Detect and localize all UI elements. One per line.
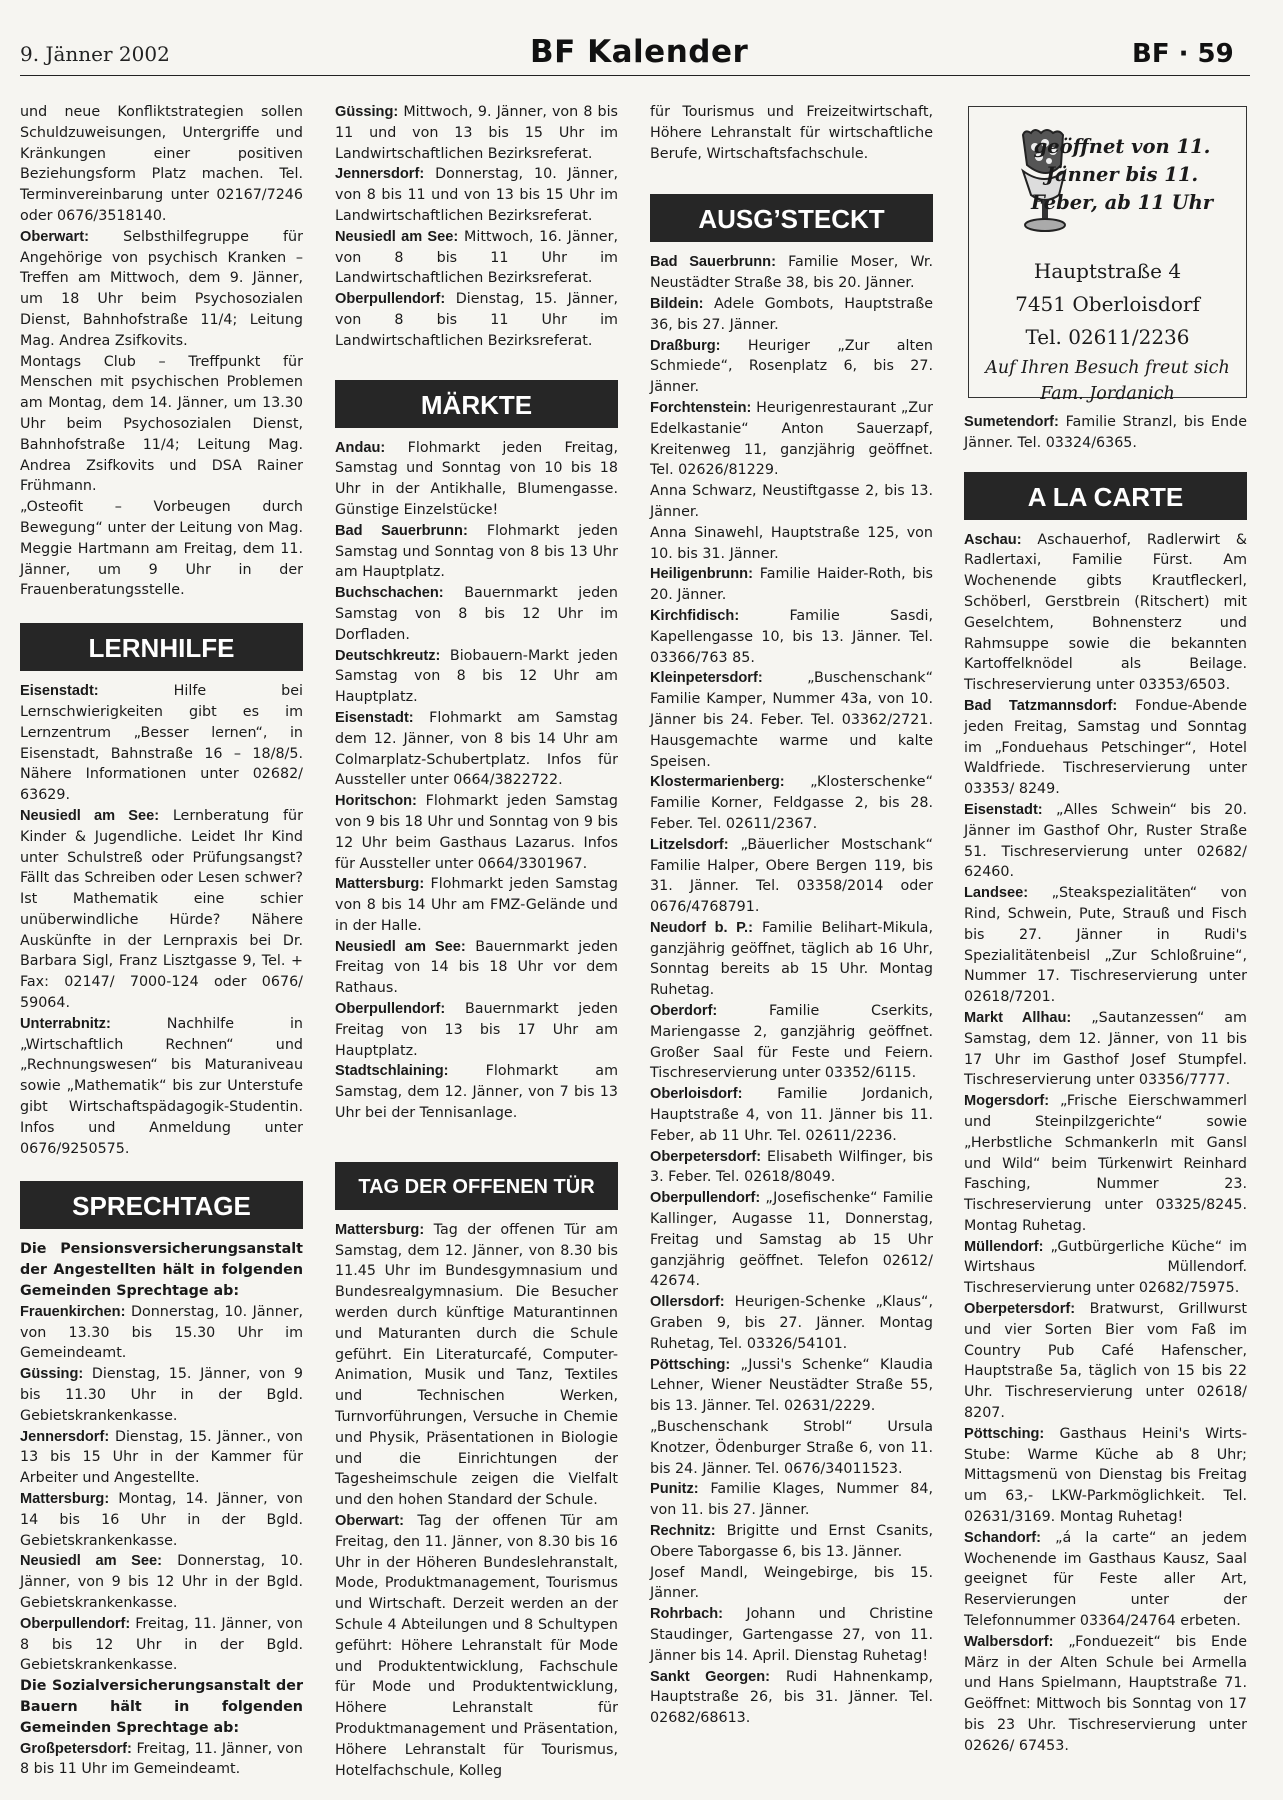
listing-entry: Mattersburg: Flohmarkt jeden Samstag von 8 bis 14 Uhr am FMZ-Gelände und in der Halle. xyxy=(335,876,618,934)
section-title-sprechtage: SPRECHTAGE xyxy=(20,1181,303,1229)
listing-place: Punitz: xyxy=(650,1481,699,1498)
listing-entry: Aschau: Aschauerhof, Radlerwirt & Radlertaxi, Familie Fürst. Am Wochenende gibts Krautfleckerl, Schöberl, Gerstbrein (Ritschert) mit Geselchtem, Bohnensterz und Rahmsuppe sowie die bekannten Kartoffelknödel als Beilage. Tischreservierung unter 03353/6503. xyxy=(964,531,1247,694)
listing-place: Oberpullendorf: xyxy=(650,1190,761,1207)
listing-place: Bad Sauerbrunn: xyxy=(650,254,776,271)
listing-entry: Ollersdorf: Heurigen-Schenke „Klaus“, Graben 9, bis 27. Jänner. Montag Ruhetag, Tel. 03326/54101. xyxy=(650,1294,933,1352)
listing-entry: Kirchfidisch: Familie Sasdi, Kapellengasse 10, bis 13. Jänner. Tel. 03366/763 85. xyxy=(650,607,933,666)
listing-place: Mattersburg: xyxy=(20,1491,110,1508)
listing-entry: Neusiedl am See: Mittwoch, 16. Jänner, von 8 bis 11 Uhr im Landwirtschaftlichen Bezirksreferat. xyxy=(335,228,618,287)
listing-place: Stadtschlaining: xyxy=(335,1063,449,1080)
listing-entry: Müllendorf: „Gutbürgerliche Küche“ im Wirtshaus Müllendorf. Tischreservierung unter 02682/75975. xyxy=(964,1238,1247,1297)
listing-entry: Mattersburg: Montag, 14. Jänner, von 14 bis 16 Uhr in der Bgld. Gebietskrankenkasse. xyxy=(20,1491,303,1549)
listing-place: Litzelsdorf: xyxy=(650,836,729,853)
listing-entry: Rohrbach: Johann und Christine Staudinger, Gartengasse 27, von 11. Jänner bis 14. April. Dienstag Ruhetag! xyxy=(650,1606,933,1664)
listing-entry: Bad Tatzmannsdorf: Fondue-Abende jeden Freitag, Samstag und Sonntag im „Fonduehaus Petschinger“, Hotel Waldfriede. Tischreservierung unter 03353/ 8249. xyxy=(964,697,1247,798)
listing-entry: Neudorf b. P.: Familie Belihart-Mikula, ganzjährig geöffnet, täglich ab 16 Uhr, Sonntag bereits ab 15 Uhr. Montag Ruhetag. xyxy=(650,919,933,999)
listing-place: Neusiedl am See: xyxy=(335,938,466,955)
listing-place: Bildein: xyxy=(650,295,704,312)
listing-entry: Bildein: Adele Gombots, Hauptstraße 36, bis 27. Jänner. xyxy=(650,295,933,333)
listing-entry: Jennersdorf: Dienstag, 15. Jänner., von 13 bis 15 Uhr in der Kammer für Arbeiter und Angestellte. xyxy=(20,1428,303,1487)
listing-entry: Eisenstadt: „Alles Schwein“ bis 20. Jänner im Gasthof Ohr, Ruster Straße 51. Tischreservierung unter 02682/ 62460. xyxy=(964,801,1247,881)
listing-entry: Jennersdorf: Donnerstag, 10. Jänner, von 8 bis 11 und von 13 bis 15 Uhr im Landwirtschaftlichen Bezirksreferat. xyxy=(335,166,618,224)
listing-place: Oberloisdorf: xyxy=(650,1086,743,1103)
listing-entry: Oberloisdorf: Familie Jordanich, Hauptstraße 4, von 11. Jänner bis 11. Feber, ab 11 Uhr. Tel. 02611/2236. xyxy=(650,1086,933,1144)
listing-place: Mattersburg: xyxy=(335,876,425,893)
listing-place: Heiligenbrunn: xyxy=(650,566,753,583)
listing-entry: Oberpullendorf: „Josefischenke“ Familie Kallinger, Augasse 11, Donnerstag, Freitag und Samstag ab 15 Uhr ganzjährig geöffnet. Telefon 02612/ 42674. xyxy=(650,1190,933,1290)
listing-entry: Oberpetersdorf: Elisabeth Wilfinger, bis 3. Feber. Tel. 02618/8049. xyxy=(650,1148,933,1186)
listing-place: Ollersdorf: xyxy=(650,1294,725,1311)
listing-place: Eisenstadt: xyxy=(964,801,1043,818)
listing-place: Frauenkirchen: xyxy=(20,1303,126,1320)
listing-entry: Deutschkreutz: Biobauern-Markt jeden Samstag von 8 bis 12 Uhr am Hauptplatz. xyxy=(335,647,618,706)
listing-place: Oberpullendorf: xyxy=(20,1615,131,1632)
section-title-ausgsteckt: AUSG’STECKT xyxy=(650,194,933,242)
listing-place: Jennersdorf: xyxy=(20,1428,110,1445)
listing-entry: Heiligenbrunn: Familie Haider-Roth, bis 20. Jänner. xyxy=(650,566,933,604)
listing-place: Kirchfidisch: xyxy=(650,607,740,624)
listing-entry: Pöttsching: Gasthaus Heini's Wirts-Stube: Warme Küche ab 8 Uhr; Mittagsmenü von Dienstag bis Freitag um 63,- LKW-Parkmöglichkeit. Tel. 02631/3169. Montag Ruhetag! xyxy=(964,1425,1247,1526)
column-1 xyxy=(20,102,303,1780)
column-2 xyxy=(335,102,618,1781)
section-title-lernhilfe: LERNHILFE xyxy=(20,623,303,671)
listing-entry: Schandorf: „á la carte“ an jedem Wochenende im Gasthaus Kausz, Saal geeignet für Feste aller Art, Reservierungen unter der Telefonnummer 03364/24764 erbeten. xyxy=(964,1529,1247,1630)
listing-entry: Bad Sauerbrunn: Familie Moser, Wr. Neustädter Straße 38, bis 20. Jänner. xyxy=(650,254,933,292)
listing-entry: Mattersburg: Tag der offenen Tür am Samstag, dem 12. Jänner, von 8.30 bis 11.45 Uhr im Bundesgymnasium und Bundesrealgymnasium. Die Besucher werden durch künftige Maturantinnen und Maturanten durch die Schule geführt. Ein Literaturcafé, Computer-Animation, Musik und Tanz, Textiles und Technischen Werken, Turnvorführungen, Versuche in Chemie und Physik, Präsentationen in Biologie und die Einrichtungen der Tagesheimschule zeigen die Vielfalt und den hohen Standard der Schule. xyxy=(335,1221,618,1509)
listing-place: Pöttsching: xyxy=(964,1425,1045,1442)
listing-entry: Güssing: Dienstag, 15. Jänner, von 9 bis 11.30 Uhr in der Bgld. Gebietskrankenkasse. xyxy=(20,1366,303,1424)
listing-place: Buchschachen: xyxy=(335,585,444,602)
listing-entry: Oberwart: Tag der offenen Tür am Freitag, den 11. Jänner, von 8.30 bis 16 Uhr in der Höheren Bundeslehranstalt, Mode, Produktmanagement, Tourismus und Wirtschaft. Derzeit werden an der Schule 4 Abteilungen und 8 Schultypen geführt: Höhere Lehranstalt für Mode und Produktentwicklung, Fachschule für Mode und Produktentwicklung, Höhere Lehranstalt für Produktmanagement und Präsentation, Höhere Lehranstalt für Tourismus, Hotelfachschule, Kolleg xyxy=(335,1513,618,1779)
ad-phone: Tel. 02611/2236 xyxy=(1025,325,1190,349)
listing-place: Sankt Georgen: xyxy=(650,1668,770,1685)
listing-entry: Oberwart: Selbsthilfegruppe für Angehörige von psychisch Kranken – Treffen am Mittwoch, dem 9. Jänner, um 18 Uhr beim Psychosozialen Dienst, Bahnhofstraße 11/4; Leitung Mag. Andrea Zsifkovits. xyxy=(20,228,303,349)
advertisement-box xyxy=(968,106,1247,404)
listing-entry: Buchschachen: Bauernmarkt jeden Samstag von 8 bis 12 Uhr im Dorfladen. xyxy=(335,585,618,643)
listing-place: Güssing: xyxy=(335,104,399,120)
listing-place: Oberpullendorf: xyxy=(335,1001,446,1018)
listing-entry: „Buschenschank Strobl“ Ursula Knotzer, Ödenburger Straße 6, von 11. bis 24. Jänner. Tel. 0676/34011523. xyxy=(650,1419,933,1477)
listing-entry: Neusiedl am See: Donnerstag, 10. Jänner, von 9 bis 12 Uhr in der Bgld. Gebietskrankenkasse. xyxy=(20,1553,303,1611)
listing-place: Sumetendorf: xyxy=(964,414,1059,430)
column-4 xyxy=(964,102,1247,1757)
listing-place: Eisenstadt: xyxy=(20,683,99,700)
listing-entry: Litzelsdorf: „Bäuerlicher Mostschank“ Familie Halper, Obere Bergen 119, bis 31. Jänner. Tel. 03358/2014 oder 0676/4768791. xyxy=(650,836,933,916)
listing-place: Oberwart: xyxy=(335,1513,404,1530)
listing-place: Mogersdorf: xyxy=(964,1093,1050,1110)
listing-entry: Großpetersdorf: Freitag, 11. Jänner, von 8 bis 11 Uhr im Gemeindeamt. xyxy=(20,1740,303,1778)
listing-place: Neusiedl am See: xyxy=(20,807,160,824)
listing-place: Draßburg: xyxy=(650,337,721,354)
header-divider xyxy=(20,75,1250,76)
listing-entry: Josef Mandl, Weingebirge, bis 15. Jänner. xyxy=(650,1564,933,1602)
listing-entry: Oberdorf: Familie Cserkits, Mariengasse 2, ganzjährig geöffnet. Großer Saal für Feste und Feiern. Tischreservierung unter 03352/6115. xyxy=(650,1003,933,1082)
listing-place: Bad Sauerbrunn: xyxy=(335,522,468,539)
listing-place: Neusiedl am See: xyxy=(20,1553,163,1570)
listing-place: Eisenstadt: xyxy=(335,709,414,726)
listing-place: Neudorf b. P.: xyxy=(650,919,753,936)
listing-entry: Unterrabnitz: Nachhilfe in „Wirtschaftlich Rechnen“ und „Rechnungswesen“ bis Maturaniveau sowie „Mathematik“ bis zur Unterstufe gibt Wirtschaftspädagogik-Studentin. Infos und Anmeldung unter 0676/9250575. xyxy=(20,1015,303,1157)
listing-place: Landsee: xyxy=(964,885,1029,902)
page-title: BF Kalender xyxy=(530,34,749,70)
listing-entry: Neusiedl am See: Bauernmarkt jeden Freitag von 14 bis 18 Uhr vor dem Rathaus. xyxy=(335,938,618,997)
listing-entry: Oberpullendorf: Dienstag, 15. Jänner, von 8 bis 11 Uhr im Landwirtschaftlichen Bezirksreferat. xyxy=(335,291,618,349)
listing-place: Oberpetersdorf: xyxy=(964,1301,1076,1318)
listing-entry: Oberpetersdorf: Bratwurst, Grillwurst und vier Sorten Bier vom Faß im Country Pub Café Hafenscher, Hauptstraße 5a, täglich von 15 bis 22 Uhr. Tischreservierung unter 02618/ 8207. xyxy=(964,1301,1247,1422)
listing-entry: Punitz: Familie Klages, Nummer 84, von 11. bis 27. Jänner. xyxy=(650,1481,933,1519)
listing-entry: Anna Schwarz, Neustiftgasse 2, bis 13. Jänner. xyxy=(650,483,933,520)
listing-entry: Eisenstadt: Flohmarkt am Samstag dem 12. Jänner, von 8 bis 14 Uhr am Colmarplatz-Schubertplatz. Infos für Aussteller unter 0664/3822722. xyxy=(335,709,618,789)
listing-entry: Montags Club – Treffpunkt für Menschen mit psychischen Problemen am Montag, dem 14. Jänner, um 13.30 Uhr beim Psychosozialen Dienst, Bahnhofstraße 11/4; Leitung Mag. Andrea Zsifkovits und DSA Rainer Frühmann. xyxy=(20,353,303,495)
listing-place: Horitschon: xyxy=(335,793,417,810)
listing-entry: Eisenstadt: Hilfe bei Lernschwierigkeiten gibt es im Lernzentrum „Besser lernen“, in Eisenstadt, Bahnstraße 16 – 18/8/5. Nähere Informationen unter 02682/ 63629. xyxy=(20,683,303,804)
listing-place: Klostermarienberg: xyxy=(650,774,785,791)
section-title-tag-der-offenen-tuer: TAG DER OFFENEN TÜR xyxy=(335,1162,618,1210)
listing-place: Unterrabnitz: xyxy=(20,1015,111,1032)
listing-place: Schandorf: xyxy=(964,1529,1042,1546)
listing-place: Neusiedl am See: xyxy=(335,228,459,245)
listing-entry: „Osteofit – Vorbeugen durch Bewegung“ unter der Leitung von Mag. Meggie Hartmann am Freitag, dem 11. Jänner, um 9 Uhr in der Frauenberatungsstelle. xyxy=(20,499,303,599)
listing-entry: Andau: Flohmarkt jeden Freitag, Samstag und Sonntag von 10 bis 18 Uhr in der Antikhalle, Blumengasse. Günstige Einzelstücke! xyxy=(335,439,618,518)
listing-entry: Güssing: Mittwoch, 9. Jänner, von 8 bis 11 und von 13 bis 15 Uhr im Landwirtschaftlichen Bezirksreferat. xyxy=(335,104,618,162)
listing-place: Müllendorf: xyxy=(964,1238,1044,1255)
listing-entry: Klostermarienberg: „Klosterschenke“ Familie Korner, Feldgasse 2, bis 28. Feber. Tel. 02611/2367. xyxy=(650,774,933,832)
listing-place: Rohrbach: xyxy=(650,1606,723,1623)
sprechtage-intro: Die Pensionsversicherungsanstalt der Angestellten hält in folgenden Gemeinden Sprechtage ab: xyxy=(20,1241,303,1300)
ad-opening-hours: geöffnet von 11. Jänner bis 11. Feber, ab 11 Uhr xyxy=(1030,135,1214,214)
listing-entry: Rechnitz: Brigitte und Ernst Csanits, Obere Taborgasse 6, bis 13. Jänner. xyxy=(650,1523,933,1560)
listing-entry: Oberpullendorf: Bauernmarkt jeden Freitag von 13 bis 17 Uhr am Hauptplatz. xyxy=(335,1001,618,1059)
listing-place: Walbersdorf: xyxy=(964,1633,1054,1650)
listing-entry: Walbersdorf: „Fonduezeit“ bis Ende März in der Alten Schule bei Armella und Hans Spielmann, Hauptstraße 71. Geöffnet: Mittwoch bis Sonntag von 17 bis 23 Uhr. Tischreservierung unter 02626/ 67453. xyxy=(964,1633,1247,1754)
ad-town: 7451 Oberloisdorf xyxy=(1015,292,1200,316)
section-title-a-la-carte: A LA CARTE xyxy=(964,472,1247,520)
listing-place: Oberdorf: xyxy=(650,1003,718,1020)
listing-entry: Kleinpetersdorf: „Buschenschank“ Familie Kamper, Nummer 43a, von 10. Jänner bis 24. Feber. Tel. 03362/2721. Hausgemachte warme und kalte Speisen. xyxy=(650,670,933,770)
listing-place: Großpetersdorf: xyxy=(20,1740,132,1757)
column-3 xyxy=(650,102,933,1729)
listing-entry: und neue Konfliktstrategien sollen Schuldzuweisungen, Untergriffe und Kränkungen einer positiven Beziehungsform Platz machen. Tel. Terminvereinbarung unter 02167/7246 oder 0676/3518140. xyxy=(20,104,303,224)
ad-greeting: Auf Ihren Besuch freut sich xyxy=(985,358,1230,378)
listing-place: Deutschkreutz: xyxy=(335,647,441,664)
issue-date: 9. Jänner 2002 xyxy=(20,42,170,66)
listing-place: Oberwart: xyxy=(20,228,89,245)
listing-place: Oberpetersdorf: xyxy=(650,1148,762,1165)
svb-intro: Die Sozialversicherungsanstalt der Bauern hält in folgenden Gemeinden Sprechtage ab: xyxy=(20,1678,303,1736)
ad-street: Hauptstraße 4 xyxy=(1033,259,1182,283)
listing-place: Aschau: xyxy=(964,531,1022,548)
ad-family: Fam. Jordanich xyxy=(1040,384,1175,404)
listing-entry: Markt Allhau: „Sautanzessen“ am Samstag, dem 12. Jänner, von 11 bis 17 Uhr im Gasthof Josef Stumpfel. Tischreservierung unter 03356/7777. xyxy=(964,1009,1247,1089)
listing-entry: Pöttsching: „Jussi's Schenke“ Klaudia Lehner, Wiener Neustädter Straße 55, bis 13. Jänner. Tel. 02631/2229. xyxy=(650,1356,933,1415)
listing-entry: Sumetendorf: Familie Stranzl, bis Ende Jänner. Tel. 03324/6365. xyxy=(964,414,1247,451)
listing-entry: Stadtschlaining: Flohmarkt am Samstag, dem 12. Jänner, von 7 bis 13 Uhr bei der Tennisanlage. xyxy=(335,1063,618,1122)
page-number: BF · 59 xyxy=(1132,39,1234,69)
listing-entry: Anna Sinawehl, Hauptstraße 125, von 10. bis 31. Jänner. xyxy=(650,524,933,562)
section-title-maerkte: MÄRKTE xyxy=(335,380,618,428)
listing-entry: Neusiedl am See: Lernberatung für Kinder & Jugendliche. Leidet Ihr Kind unter Schulstreß oder Prüfungsangst? Fällt das Schreiben oder Lesen schwer? Ist Mathematik eine schier unüberwindliche Hürde? Nähere Auskünfte in der Lernpraxis bei Dr. Barbara Sigl, Franz Lisztgasse 9, Tel. + Fax: 02147/ 7000-124 oder 0676/ 59064. xyxy=(20,807,303,1012)
listing-entry: Landsee: „Steakspezialitäten“ von Rind, Schwein, Pute, Strauß und Fisch bis 27. Jänner in Rudi's Spezialitätenbeisl „Zur Schloßruine“, Nummer 17. Tischreservierung unter 02618/7201. xyxy=(964,885,1247,1006)
listing-place: Bad Tatzmannsdorf: xyxy=(964,697,1118,714)
listing-entry: Horitschon: Flohmarkt jeden Samstag von 9 bis 18 Uhr und Sonntag von 9 bis 12 Uhr beim Gasthaus Lazarus. Infos für Aussteller unter 0664/3301967. xyxy=(335,793,618,872)
listing-place: Mattersburg: xyxy=(335,1221,425,1238)
listing-entry: Oberpullendorf: Freitag, 11. Jänner, von 8 bis 12 Uhr in der Bgld. Gebietskrankenkasse. xyxy=(20,1615,303,1674)
listing-place: Jennersdorf: xyxy=(335,166,425,183)
listing-place: Rechnitz: xyxy=(650,1523,716,1539)
listing-entry: Sankt Georgen: Rudi Hahnenkamp, Hauptstraße 26, bis 31. Jänner. Tel. 02682/68613. xyxy=(650,1668,933,1727)
listing-entry: Mogersdorf: „Frische Eierschwammerl und Steinpilzgerichte“ sowie „Herbstliche Schmankerln mit Gansl und Wild“ beim Türkenwirt Reinhard Fasching, Nummer 23. Tischreservierung unter 03325/8245. Montag Ruhetag. xyxy=(964,1093,1247,1234)
listing-place: Markt Allhau: xyxy=(964,1009,1072,1026)
listing-place: Andau: xyxy=(335,439,386,456)
listing-entry: Forchtenstein: Heurigenrestaurant „Zur Edelkastanie“ Anton Sauerzapf, Kreitenweg 11, ganzjährig geöffnet. Tel. 02626/81229. xyxy=(650,399,933,479)
listing-place: Forchtenstein: xyxy=(650,399,752,416)
listing-entry: Draßburg: Heuriger „Zur alten Schmiede“, Rosenplatz 6, bis 27. Jänner. xyxy=(650,337,933,396)
listing-entry: Frauenkirchen: Donnerstag, 10. Jänner, von 13.30 bis 15.30 Uhr im Gemeindeamt. xyxy=(20,1303,303,1362)
listing-place: Kleinpetersdorf: xyxy=(650,670,763,687)
listing-place: Oberpullendorf: xyxy=(335,291,446,308)
listing-entry: für Tourismus und Freizeitwirtschaft, Höhere Lehranstalt für wirtschaftliche Berufe, Wirtschaftsfachschule. xyxy=(650,104,933,162)
listing-entry: Bad Sauerbrunn: Flohmarkt jeden Samstag und Sonntag von 8 bis 13 Uhr am Hauptplatz. xyxy=(335,522,618,581)
listing-place: Pöttsching: xyxy=(650,1356,731,1373)
listing-place: Güssing: xyxy=(20,1366,84,1383)
